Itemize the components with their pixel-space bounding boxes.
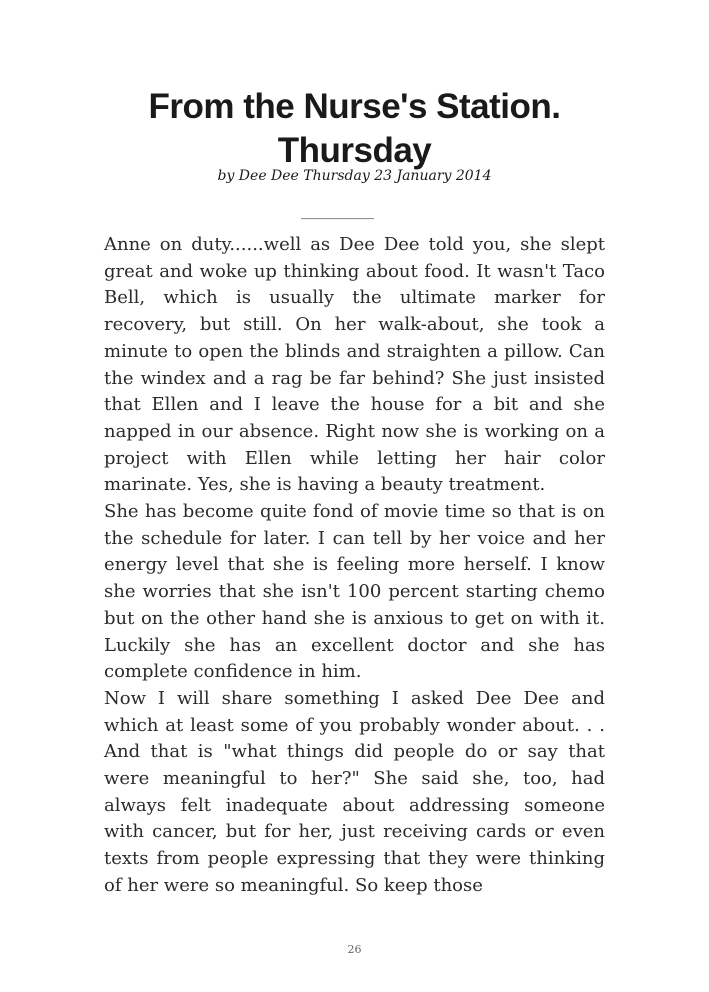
page-title bbox=[60, 85, 649, 173]
title-line-2: Thursday bbox=[277, 131, 432, 170]
paragraph-2: She has become quite fond of movie time so that is on the schedule for later. I can tell by her voice and her energy level that she is feeling more herself. I know she worries that she isn't 100 percent starting chemo but on the other hand she is anxious to get on with it. Luckily she has an excellent doctor and she has complete confidence in him. bbox=[104, 501, 605, 683]
byline: by Dee Dee Thursday 23 January 2014 bbox=[217, 168, 492, 184]
paragraph-1: Anne on duty......well as Dee Dee told you, she slept great and woke up thinking about food. It wasn't Taco Bell, which is usually the ultimate marker for recovery, but still. On her walk-about, she took a minute to open the blinds and straighten a pillow. Can the windex and a rag be far behind? She just insisted that Ellen and I leave the house for a bit and she napped in our absence. Right now she is working on a project with Ellen while letting her hair color marinate. Yes, she is having a beauty treatment. bbox=[104, 234, 605, 496]
paragraph-3: Now I will share something I asked Dee Dee and which at least some of you probably wonder about. . . And that is "what things did people do or say that were meaningful to her?" She said she, too, had always felt inadequate about addressing someone with cancer, but for her, just receiving cards or even texts from people expressing that they were thinking of her were so meaningful. So keep those bbox=[104, 687, 605, 896]
separator-text: ___________ bbox=[301, 204, 374, 220]
article-body bbox=[104, 232, 605, 900]
title-line-1: From the Nurse's Station. bbox=[148, 87, 561, 126]
page-number: 26 bbox=[347, 943, 362, 956]
